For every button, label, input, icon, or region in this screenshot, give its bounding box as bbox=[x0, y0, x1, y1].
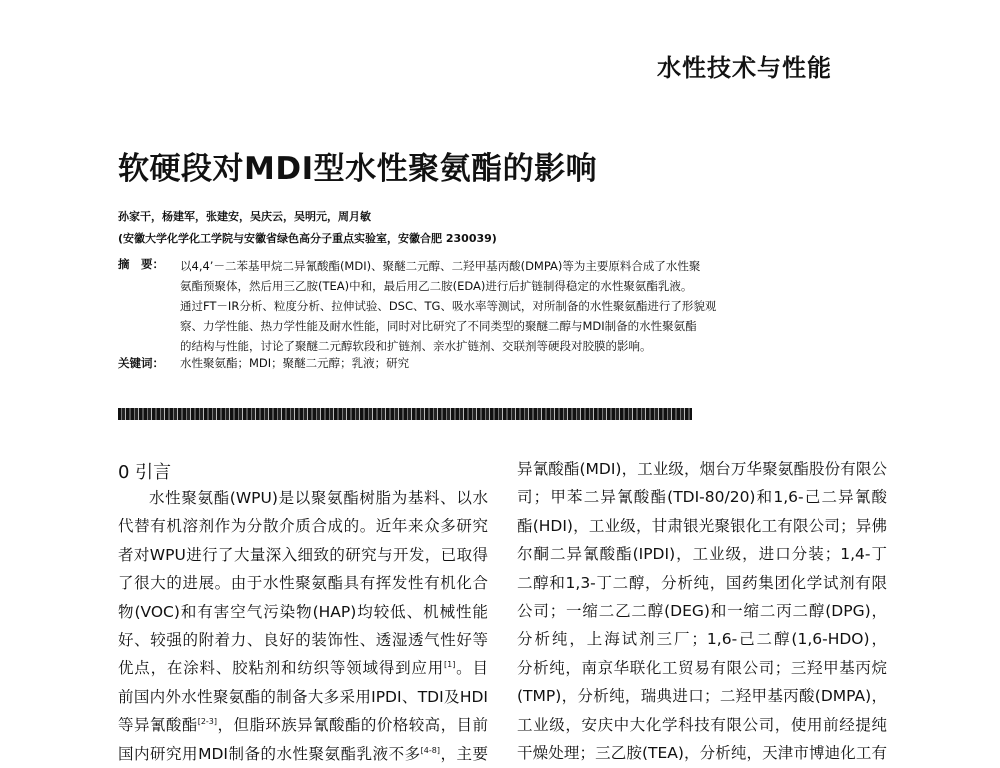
citation: [1] bbox=[444, 660, 456, 670]
section-heading: 0 引言 bbox=[118, 462, 172, 483]
body-line: 分析纯，上海试剂三厂；1,6-己二醇(1,6-HDO)， bbox=[517, 630, 887, 649]
body-line: 物(VOC)和有害空气污染物(HAP)均较低、机械性能 bbox=[118, 602, 488, 621]
body-line: (TMP)，分析纯，瑞典进口；二羟甲基丙酸(DMPA)， bbox=[517, 687, 887, 706]
abstract-label: 摘 要： bbox=[118, 257, 164, 271]
abstract-line: 以4,4’－二苯基甲烷二异氰酸酯(MDI)、聚醚二元醇、二羟甲基丙酸(DMPA)等为主要原料合成了水性聚 bbox=[180, 259, 701, 273]
journal-section-header: 水性技术与性能 bbox=[657, 54, 832, 82]
body-line: 好、较强的附着力、良好的装饰性、透湿透气性好等 bbox=[118, 631, 488, 650]
body-line: 水性聚氨酯(WPU)是以聚氨酯树脂为基料、以水 bbox=[149, 489, 488, 507]
citation: [4-8] bbox=[420, 745, 440, 755]
body-line: 分析纯，南京华联化工贸易有限公司；三羟甲基丙烷 bbox=[517, 658, 887, 677]
body-line: 国内研究用MDI制备的水性聚氨酯乳液不多[4-8]，主要 bbox=[118, 744, 488, 763]
body-line: 公司；一缩二乙二醇(DEG)和一缩二丙二醇(DPG)， bbox=[517, 602, 887, 621]
abstract-line: 通过FT－IR分析、粒度分析、拉伸试验、DSC、TG、吸水率等测试，对所制备的水性聚氨酯进行了形貌观 bbox=[180, 299, 717, 313]
body-line: 了很大的进展。由于水性聚氨酯具有挥发性有机化合 bbox=[118, 574, 488, 593]
body-line: 尔酮二异氰酸酯(IPDI)，工业级，进口分装；1,4-丁 bbox=[517, 545, 887, 564]
separator-bar bbox=[118, 408, 692, 420]
body-line: 干燥处理；三乙胺(TEA)，分析纯，天津市博迪化工有 bbox=[517, 744, 887, 763]
body-line: 二醇和1,3-丁二醇，分析纯，国药集团化学试剂有限 bbox=[517, 573, 887, 592]
body-line: 异氰酸酯(MDI)，工业级，烟台万华聚氨酯股份有限公 bbox=[517, 460, 887, 478]
keywords: 水性聚氨酯；MDI；聚醚二元醇；乳液；研究 bbox=[180, 356, 410, 370]
authors: 孙家干，杨建军，张建安，吴庆云，吴明元，周月敏 bbox=[118, 210, 371, 223]
body-line: 优点，在涂料、胶粘剂和纺织等领域得到应用[1]。目 bbox=[118, 659, 488, 678]
body-line: 酯(HDI)，工业级，甘肃银光聚银化工有限公司；异佛 bbox=[517, 516, 887, 535]
body-line: 代替有机溶剂作为分散介质合成的。近年来众多研究 bbox=[118, 517, 488, 536]
abstract-line: 氨酯预聚体，然后用三乙胺(TEA)中和，最后用乙二胺(EDA)进行后扩链制得稳定的水性聚氨酯乳液。 bbox=[180, 279, 693, 293]
abstract-line: 的结构与性能，讨论了聚醚二元醇软段和扩链剂、亲水扩链剂、交联剂等硬段对胶膜的影响。 bbox=[180, 339, 652, 353]
abstract-line: 察、力学性能、热力学性能及耐水性能，同时对比研究了不同类型的聚醚二醇与MDI制备的水性聚氨酯 bbox=[180, 319, 697, 333]
body-line: 者对WPU进行了大量深入细致的研究与开发，已取得 bbox=[118, 545, 488, 564]
body-line: 等异氰酸酯[2-3]，但脂环族异氰酸酯的价格较高，目前 bbox=[118, 716, 488, 735]
body-right-column bbox=[517, 455, 887, 767]
body-left-column bbox=[118, 484, 488, 768]
paper-title: 软硬段对MDI型水性聚氨酯的影响 bbox=[118, 151, 598, 187]
body-line: 司；甲苯二异氰酸酯(TDI-80/20)和1,6-己二异氰酸 bbox=[517, 488, 887, 507]
affiliation: (安徽大学化学化工学院与安徽省绿色高分子重点实验室，安徽合肥 230039) bbox=[118, 232, 497, 245]
keywords-label: 关键词： bbox=[118, 356, 164, 370]
body-line: 前国内外水性聚氨酯的制备大多采用IPDI、TDI及HDI bbox=[118, 687, 488, 706]
body-line: 工业级，安庆中大化学科技有限公司，使用前经提纯 bbox=[517, 715, 887, 734]
citation: [2-3] bbox=[197, 717, 218, 727]
abstract-body bbox=[180, 256, 800, 356]
